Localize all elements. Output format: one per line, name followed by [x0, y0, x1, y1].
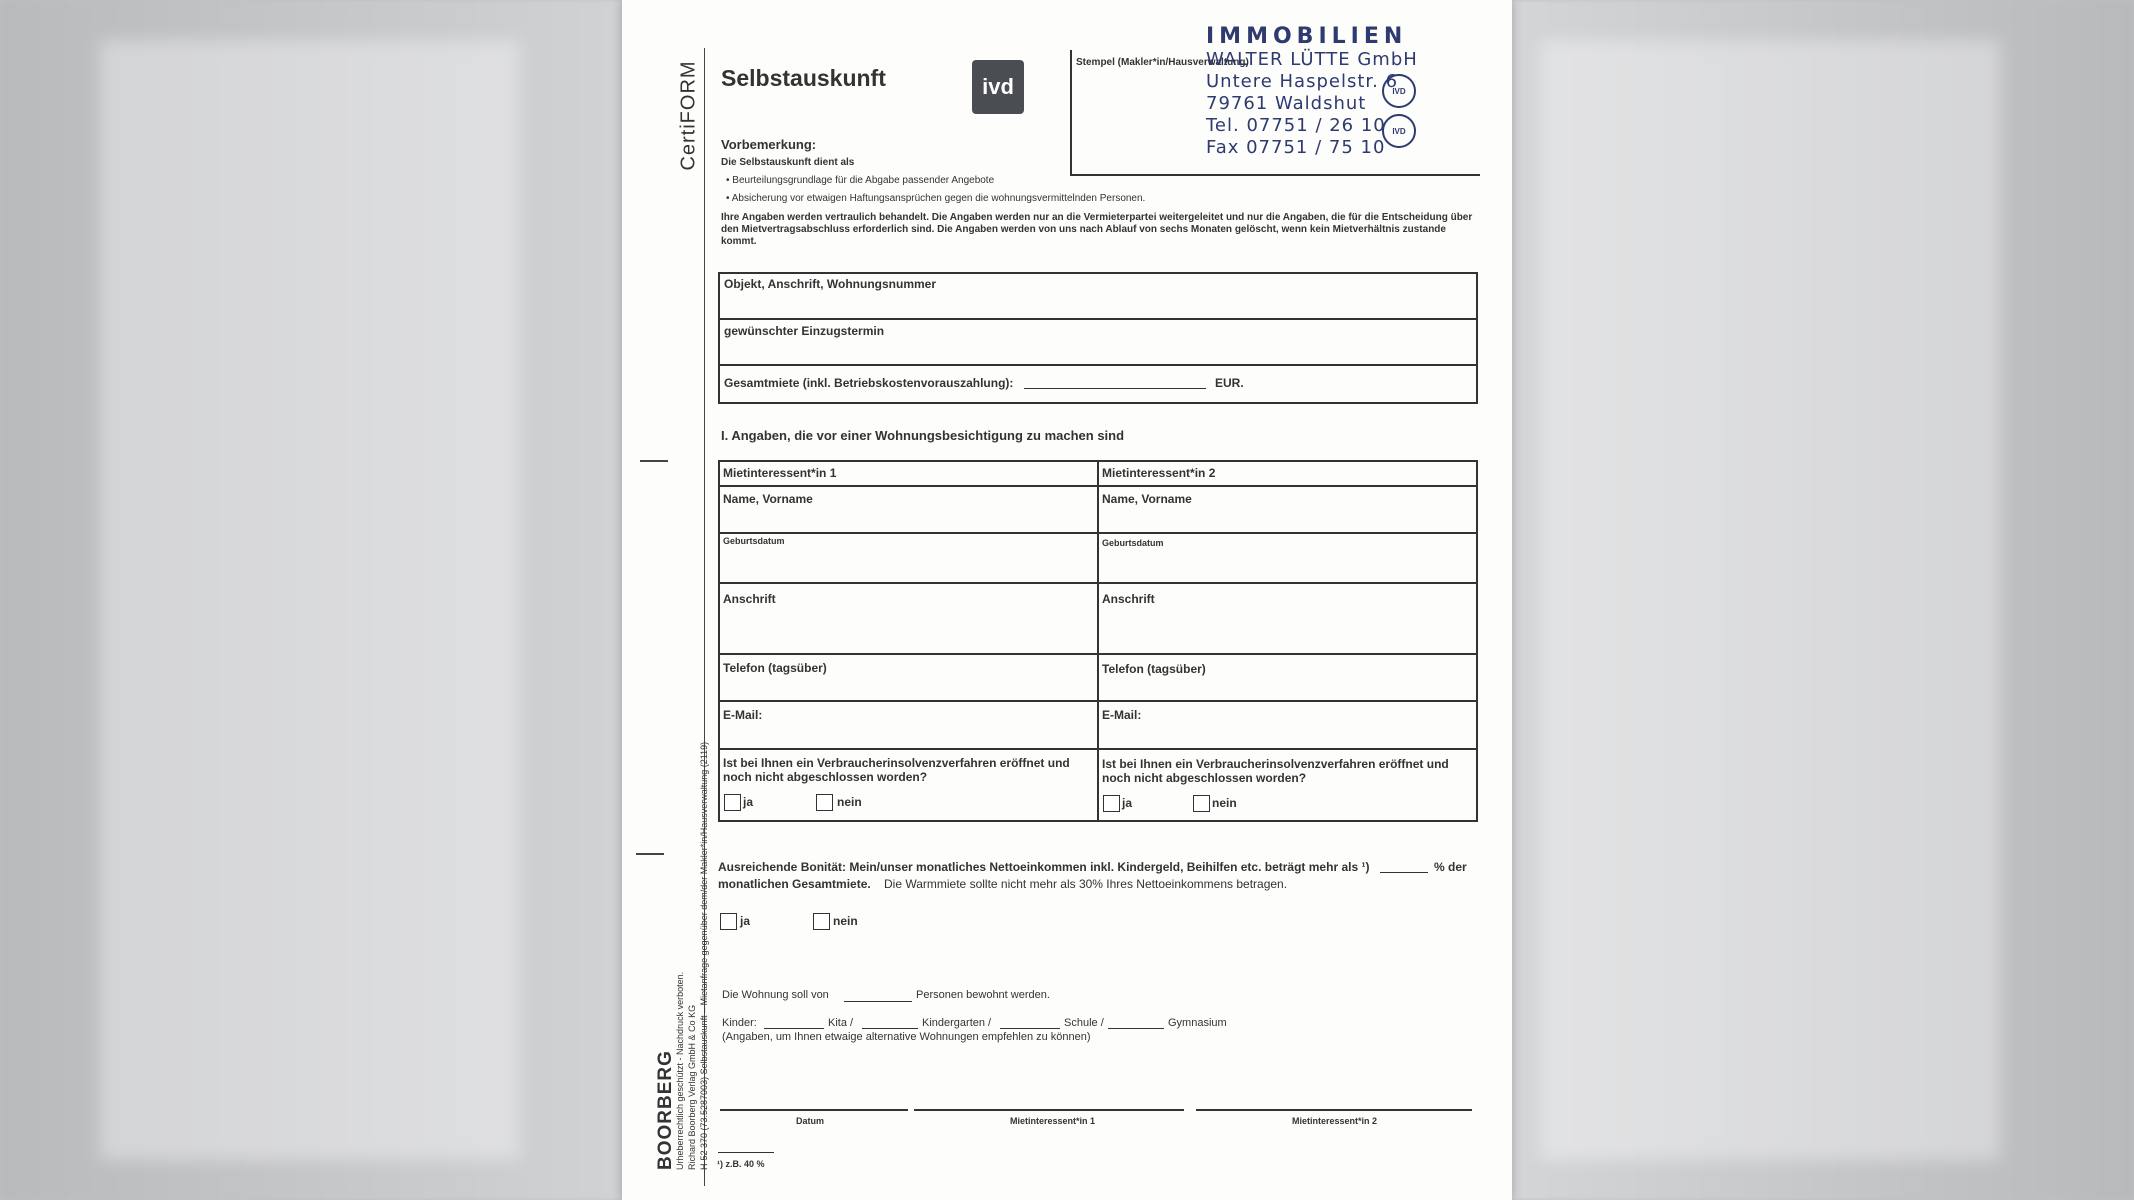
col2-name-input[interactable]: [1102, 510, 1472, 528]
kita-label: Kita /: [828, 1017, 854, 1029]
eur-label: EUR.: [1215, 376, 1244, 390]
section-heading: I. Angaben, die vor einer Wohnungsbesichtigung zu machen sind: [721, 428, 1125, 443]
footnote-rule: [718, 1152, 774, 1153]
divider: [718, 700, 1478, 702]
col1-email-label: E-Mail:: [723, 708, 763, 722]
publisher-imprint: BOORBERG Urheberrechtlich geschützt - Nachdruck verboten. Richard Boorberg Verlag GmbH & Co KG H-52 370 (73.5287003) Selbstauskunft – Mietanfrage gegenüber dem/der Makler*in/Hausverwaltung (2119): [655, 741, 709, 1170]
divider: [718, 532, 1478, 534]
col2-telefon-label: Telefon (tagsüber): [1102, 662, 1206, 676]
gymnasium-label: Gymnasium: [1168, 1017, 1227, 1029]
col2-anschrift-input[interactable]: [1102, 610, 1472, 648]
datum-label: Datum: [796, 1116, 825, 1126]
vorbemerkung-intro: Die Selbstauskunft dient als: [721, 157, 855, 168]
field-objekt-label: Objekt, Anschrift, Wohnungsnummer: [724, 277, 937, 291]
col2-telefon-input[interactable]: [1102, 678, 1472, 696]
divider: [718, 318, 1478, 320]
col2-nein-label: nein: [1212, 796, 1237, 810]
col1-nein-checkbox[interactable]: [816, 794, 833, 811]
privacy-paragraph: Ihre Angaben werden vertraulich behandelt. Die Angaben werden nur an die Vermieterpartei weitergeleitet und nur die Angaben, die für die Entscheidung über den Mietvertragsabschluss erforderlich sind. Die Angaben werden von uns nach Ablauf von sechs Monaten gelöscht, wenn kein Mietverhältnis zustande kommt.: [721, 212, 1473, 247]
field-einzug-input[interactable]: [922, 340, 1462, 358]
signature-line-datum[interactable]: [720, 1109, 908, 1111]
col1-geburt-input[interactable]: [722, 552, 1092, 576]
col1-telefon-label: Telefon (tagsüber): [723, 661, 827, 675]
bullet-item: • Beurteilungsgrundlage für die Abgabe passender Angebote: [726, 175, 995, 186]
divider: [718, 582, 1478, 584]
col1-insolvenz-question: Ist bei Ihnen ein Verbraucherinsolvenzverfahren eröffnet und noch nicht abgeschlossen worden?: [723, 756, 1070, 784]
divider: [718, 653, 1478, 655]
ivd-seal-icon: IVD: [1382, 114, 1416, 148]
col2-geburt-input[interactable]: [1102, 552, 1472, 576]
col1-anschrift-label: Anschrift: [723, 592, 776, 606]
field-miete-input[interactable]: [1024, 388, 1206, 389]
schule-input[interactable]: [1108, 1028, 1164, 1029]
divider: [718, 748, 1478, 750]
kinder-hint: (Angaben, um Ihnen etwaige alternative Wohnungen empfehlen zu können): [722, 1031, 1091, 1043]
field-objekt-input[interactable]: [922, 296, 1462, 314]
personen-input[interactable]: [844, 1001, 912, 1002]
form-title: Selbstauskunft: [721, 65, 886, 91]
personen-text-2: Personen bewohnt werden.: [916, 989, 1050, 1001]
kindergarten-label: Kindergarten /: [922, 1017, 992, 1029]
kinder-input[interactable]: [764, 1028, 824, 1029]
col2-name-label: Name, Vorname: [1102, 492, 1192, 506]
bonitaet-text: Ausreichende Bonität: Mein/unser monatliches Nettoeinkommen inkl. Kindergeld, Beihilfen etc. beträgt mehr als ¹): [718, 860, 1370, 874]
col2-anschrift-label: Anschrift: [1102, 592, 1155, 606]
col1-header: Mietinteressent*in 1: [723, 466, 837, 480]
ivd-logo: ivd: [972, 60, 1024, 114]
signature-line-mi2[interactable]: [1196, 1109, 1472, 1111]
ivd-seal-icon: IVD: [1382, 74, 1416, 108]
bonitaet-text-2: monatlichen Gesamtmiete.: [718, 877, 871, 891]
kindergarten-input[interactable]: [1000, 1028, 1060, 1029]
boorberg-logo: BOORBERG: [655, 1050, 676, 1170]
col1-anschrift-input[interactable]: [722, 610, 1092, 648]
col1-nein-label: nein: [837, 795, 862, 809]
col2-insolvenz-question: Ist bei Ihnen ein Verbraucherinsolvenzverfahren eröffnet und noch nicht abgeschlossen worden?: [1102, 757, 1449, 785]
bullet-item: • Absicherung vor etwaigen Haftungsansprüchen gegen die wohnungsvermittelnden Personen.: [726, 193, 1146, 204]
col1-ja-checkbox[interactable]: [724, 794, 741, 811]
col2-geburt-label: Geburtsdatum: [1102, 538, 1164, 548]
bonitaet-percent-label: % der: [1434, 860, 1467, 874]
bonitaet-nein-checkbox[interactable]: [813, 913, 830, 930]
signature-line-mi1[interactable]: [914, 1109, 1184, 1111]
bonitaet-nein-label: nein: [833, 914, 858, 928]
mi2-signature-label: Mietinteressent*in 2: [1292, 1116, 1378, 1126]
col2-ja-checkbox[interactable]: [1103, 795, 1120, 812]
column-divider: [1097, 460, 1099, 820]
footnote: ¹) z.B. 40 %: [717, 1159, 765, 1169]
col2-email-label: E-Mail:: [1102, 708, 1142, 722]
fold-mark: [640, 460, 668, 462]
certiform-brand: CertiFORM: [677, 59, 700, 171]
field-miete-label: Gesamtmiete (inkl. Betriebskostenvorauszahlung):: [724, 376, 1014, 390]
kita-input[interactable]: [862, 1028, 918, 1029]
kinder-label: Kinder:: [722, 1017, 757, 1029]
col1-name-label: Name, Vorname: [723, 492, 813, 506]
personen-text: Die Wohnung soll von: [722, 989, 829, 1001]
divider: [718, 485, 1478, 487]
col2-ja-label: ja: [1122, 796, 1133, 810]
mi1-signature-label: Mietinteressent*in 1: [1010, 1116, 1096, 1126]
form-page: [622, 0, 1512, 1200]
bonitaet-ja-checkbox[interactable]: [720, 913, 737, 930]
bonitaet-ja-label: ja: [740, 914, 751, 928]
field-einzug-label: gewünschter Einzugstermin: [724, 324, 885, 338]
col2-email-input[interactable]: [1152, 706, 1472, 742]
col2-nein-checkbox[interactable]: [1193, 795, 1210, 812]
col1-ja-label: ja: [743, 795, 754, 809]
vorbemerkung-heading: Vorbemerkung:: [721, 137, 817, 152]
schule-label: Schule /: [1064, 1017, 1104, 1029]
stamp-label: Stempel (Makler*in/Hausverwaltung): [1076, 57, 1249, 68]
col1-email-input[interactable]: [772, 706, 1092, 742]
col1-geburt-label: Geburtsdatum: [723, 536, 785, 546]
bonitaet-percent-input[interactable]: [1380, 872, 1428, 873]
col1-telefon-input[interactable]: [722, 678, 1092, 696]
col1-name-input[interactable]: [722, 510, 1092, 528]
company-stamp: IMMOBILIEN WALTER LÜTTE GmbH Untere Haspelstr. 6 79761 Waldshut Tel. 07751 / 26 10 Fax 07751 / 75 10: [1206, 24, 1418, 158]
col2-header: Mietinteressent*in 2: [1102, 466, 1216, 480]
divider: [718, 364, 1478, 366]
bonitaet-hint: Die Warmmiete sollte nicht mehr als 30% Ihres Nettoeinkommens betragen.: [884, 877, 1288, 891]
